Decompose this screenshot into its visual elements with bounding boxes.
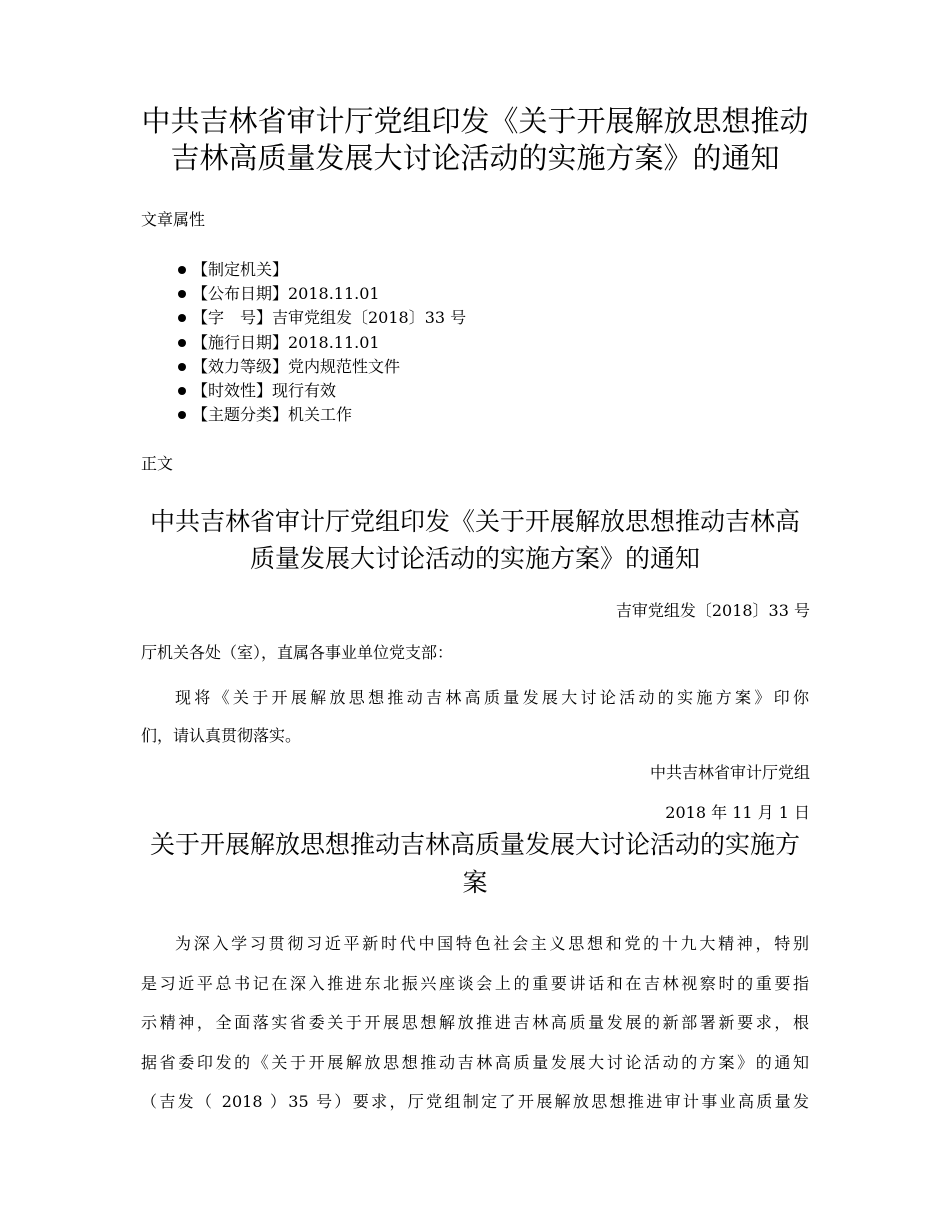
document-title	[120, 503, 830, 577]
attributes-label: 文章属性	[141, 210, 206, 229]
attribute-text: 【时效性】现行有效	[192, 381, 337, 401]
signature: 中共吉林省审计厅党组	[649, 763, 810, 782]
attribute-text: 【公布日期】2018.11.01	[192, 284, 380, 304]
attributes-list	[141, 258, 466, 427]
document-title-line-2: 质量发展大讨论活动的实施方案》的通知	[249, 544, 700, 573]
attribute-text: 【字 号】吉审党组发〔2018〕33 号	[192, 308, 467, 328]
attribute-item	[141, 306, 466, 330]
attribute-text: 【施行日期】2018.11.01	[192, 332, 380, 352]
paragraph-line: 据省委印发的《关于开展解放思想推动吉林高质量发展大讨论活动的方案》的通知	[141, 1052, 809, 1072]
notice-paragraph	[141, 679, 809, 755]
bullet-icon	[178, 290, 186, 298]
bullet-icon	[178, 363, 186, 371]
page-title	[100, 103, 850, 177]
page-title-line-1: 中共吉林省审计厅党组印发《关于开展解放思想推动	[141, 104, 809, 138]
paragraph-line: 们，请认真贯彻落实。	[141, 726, 302, 745]
attribute-item	[141, 355, 466, 379]
plan-title-line-2: 案	[462, 868, 488, 897]
attribute-item	[141, 331, 466, 355]
page-title-line-2: 吉林高质量发展大讨论活动的实施方案》的通知	[170, 141, 780, 175]
bullet-icon	[178, 387, 186, 395]
attribute-item	[141, 282, 466, 306]
attribute-item	[141, 258, 466, 282]
bullet-icon	[178, 266, 186, 274]
sign-date: 2018 年 11 月 1 日	[665, 803, 810, 822]
attribute-text: 【效力等级】党内规范性文件	[192, 356, 401, 376]
attribute-text: 【制定机关】	[192, 260, 289, 279]
paragraph-line: （吉发（ 2018 ）35 号）要求，厅党组制定了开展解放思想推进审计事业高质量发	[141, 1092, 809, 1111]
addressee: 厅机关各处（室），直属各事业单位党支部：	[141, 643, 454, 662]
plan-title	[120, 826, 830, 902]
document-number: 吉审党组发〔2018〕33 号	[615, 601, 810, 620]
intro-paragraph	[141, 924, 809, 1122]
attribute-text: 【主题分类】机关工作	[192, 405, 353, 425]
paragraph-line: 是习近平总书记在深入推进东北振兴座谈会上的重要讲话和在吉林视察时的重要指	[141, 973, 809, 993]
bullet-icon	[178, 411, 186, 419]
attribute-item	[141, 403, 466, 427]
paragraph-line: 现将《关于开展解放思想推动吉林高质量发展大讨论活动的实施方案》印你	[175, 688, 809, 707]
attribute-item	[141, 379, 466, 403]
paragraph-line: 示精神，全面落实省委关于开展思想解放推进吉林高质量发展的新部署新要求，根	[141, 1013, 809, 1032]
body-label: 正文	[141, 454, 174, 473]
paragraph-line: 为深入学习贯彻习近平新时代中国特色社会主义思想和党的十九大精神，特别	[175, 934, 809, 953]
bullet-icon	[178, 339, 186, 347]
bullet-icon	[178, 314, 186, 322]
plan-title-line-1: 关于开展解放思想推动吉林高质量发展大讨论活动的实施方	[149, 830, 800, 859]
document-title-line-1: 中共吉林省审计厅党组印发《关于开展解放思想推动吉林高	[149, 507, 800, 536]
